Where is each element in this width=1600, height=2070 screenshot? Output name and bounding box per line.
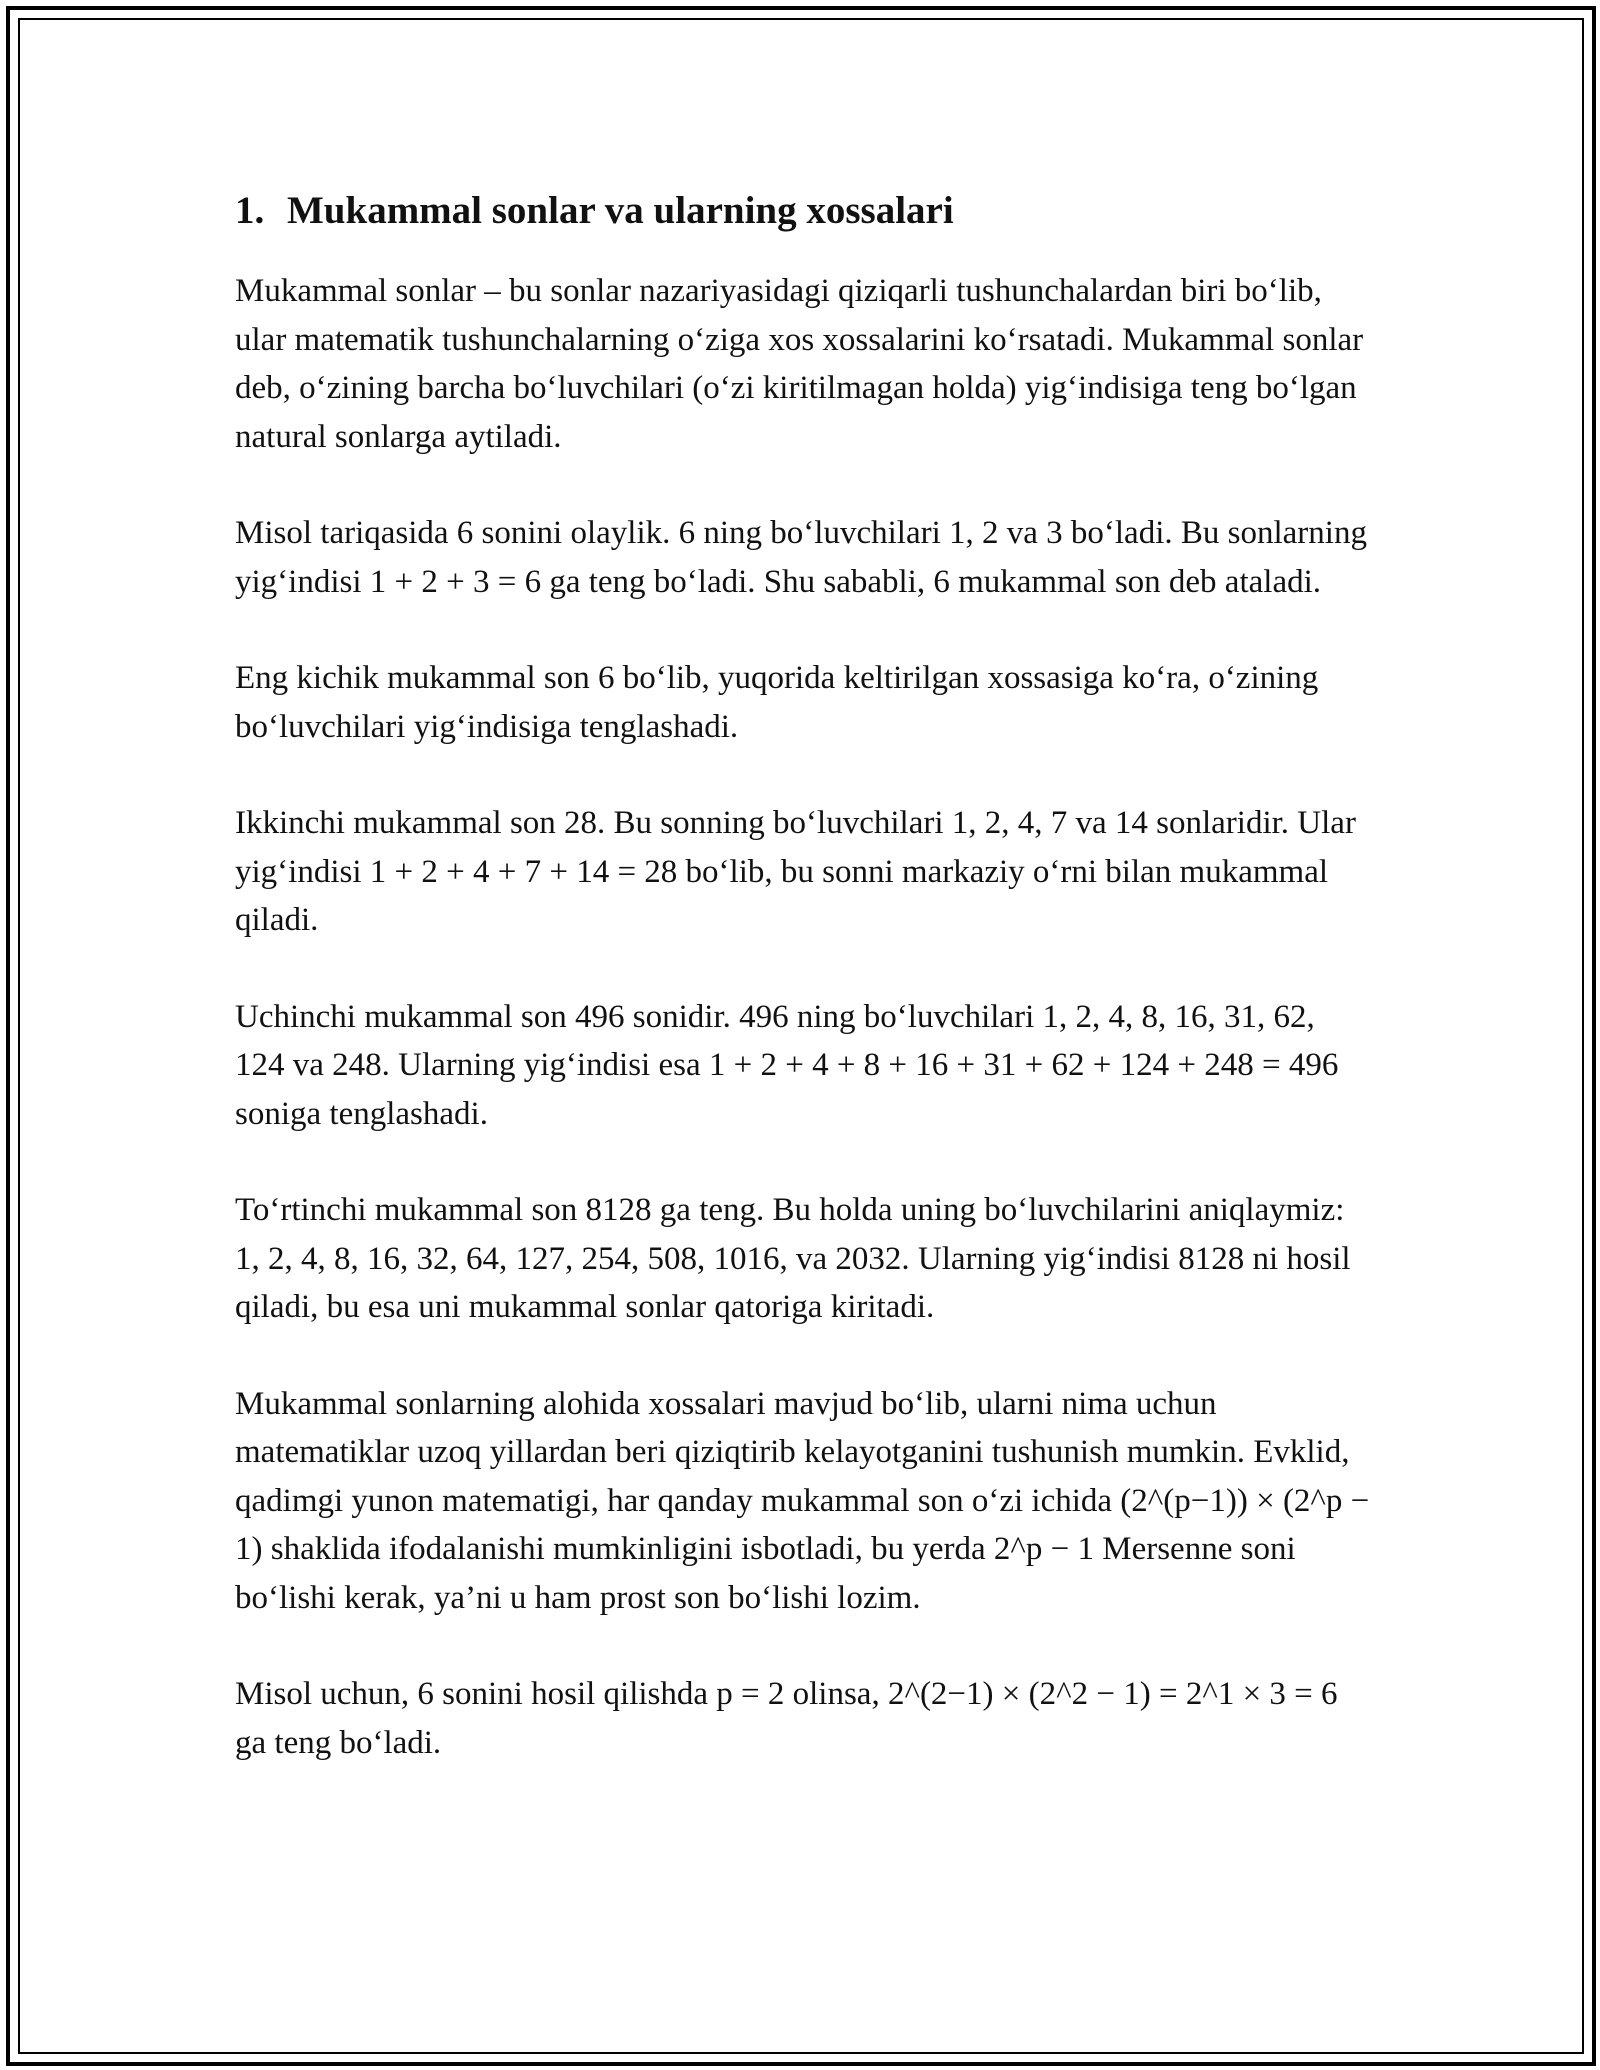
paragraph-fourth-8128: To‘rtinchi mukammal son 8128 ga teng. Bu holda uning bo‘luvchilarini aniqlaymiz: 1, 2, 4, 8, 16, 32, 64, 127, 254, 508, 1016, va 2032. Ularning yig‘indisi 8128 ni hosil qiladi, bu esa uni mukammal sonlar qatoriga kiritadi.: [235, 1192, 1351, 1325]
paragraph-second-28: Ikkinchi mukammal son 28. Bu sonning bo‘luvchilari 1, 2, 4, 7 va 14 sonlaridir. Ular yig‘indisi 1 + 2 + 4 + 7 + 14 = 28 bo‘lib, bu sonni markaziy o‘rni bilan mukammal qiladi.: [235, 805, 1356, 938]
paragraph-third-496: Uchinchi mukammal son 496 sonidir. 496 ning bo‘luvchilari 1, 2, 4, 8, 16, 31, 62, 124 va 248. Ularning yig‘indisi esa 1 + 2 + 4 + 8 + 16 + 31 + 62 + 124 + 248 = 496 soniga tenglashadi.: [235, 998, 1339, 1132]
section-number: 1.: [235, 189, 265, 232]
paragraph-smallest: Eng kichik mukammal son 6 bo‘lib, yuqorida keltirilgan xossasiga ko‘ra, o‘zining bo‘luvchilari yig‘indisiga tenglashadi.: [235, 660, 1319, 745]
paragraph-euclid: Mukammal sonlarning alohida xossalari mavjud bo‘lib, ularni nima uchun matematiklar uzoq yillardan beri qiziqtirib kelayotganini tushunish mumkin. Evklid, qadimgi yunon matematigi, har qanday mukammal son o‘zi ichida (2^(p−1)) × (2^p − 1) shaklida ifodalanishi mumkinligini isbotladi, bu yerda 2^p − 1 Mersenne soni bo‘lishi kerak, ya’ni u ham prost son bo‘lishi lozim.: [235, 1385, 1370, 1616]
document-body: [235, 185, 1370, 1815]
paragraph-example-6: Misol tariqasida 6 sonini olaylik. 6 ning bo‘luvchilari 1, 2 va 3 bo‘ladi. Bu sonlarning yig‘indisi 1 + 2 + 3 = 6 ga teng bo‘ladi. Shu sababli, 6 mukammal son deb ataladi.: [235, 515, 1367, 600]
paragraph-definition: Mukammal sonlar – bu sonlar nazariyasidagi qiziqarli tushunchalardan biri bo‘lib, ular matematik tushunchalarning o‘ziga xos xossalarini ko‘rsatadi. Mukammal sonlar deb, o‘zining barcha bo‘luvchilari (o‘zi kiritilmagan holda) yig‘indisiga teng bo‘lgan natural sonlarga aytiladi.: [235, 273, 1364, 455]
paragraph-formula-example: Misol uchun, 6 sonini hosil qilishda p = 2 olinsa, 2^(2−1) × (2^2 − 1) = 2^1 × 3 = 6 ga teng bo‘ladi.: [235, 1676, 1338, 1761]
section-title: Mukammal sonlar va ularning xossalari: [287, 189, 954, 232]
section-heading: [235, 185, 1370, 237]
